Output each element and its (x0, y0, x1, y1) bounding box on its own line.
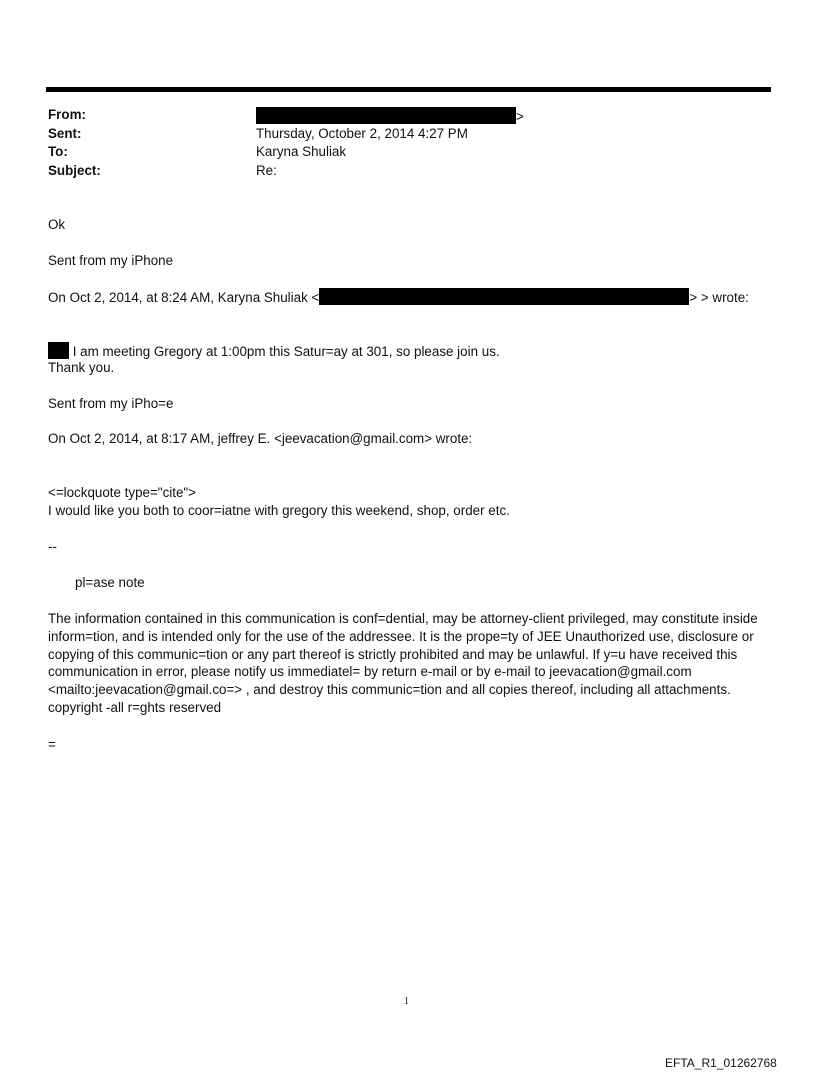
to-value: Karyna Shuliak (256, 144, 347, 159)
subject-value: Re: (256, 162, 277, 178)
from-label: From: (48, 107, 86, 122)
signature-line: Sent from my iPhone (48, 253, 174, 268)
meeting-line (48, 342, 500, 359)
reply-text: Ok (48, 217, 66, 232)
blockquote-tag: <=lockquote type="cite"> (48, 485, 196, 500)
page-number: 1 (404, 996, 409, 1007)
document-id: EFTA_R1_01262768 (665, 1056, 777, 1070)
disclaimer-paragraph: The information contained in this communication is conf=dential, may be attorney-client privileged, may constitute inside inform=tion, and is intended only for the use of the addressee. It is the prope=ty of JEE Unauthorized use, disclosure or copying of this communic=tion or any part thereof is strictly prohibited and may be unlawful. If y=u have received this communication in error, please notify us immediatel= by return e-mail or by e-mail to jeevacation@gmail.com <mailto:jeevacation@gmail.co=> , and destroy this communic=tion and all copies thereof, including all attachments. copyright -all r=ghts reserved (48, 611, 758, 715)
quote-intro (48, 288, 749, 305)
meeting-text: I am meeting Gregory at 1:00pm this Satur=ay at 301, so please join us. (72, 344, 500, 359)
note-line: pl=ase note (75, 575, 145, 590)
quote-intro: On Oct 2, 2014, at 8:17 AM, jeffrey E. <jeevacation@gmail.com> wrote: (48, 431, 473, 446)
from-suffix: > (516, 109, 524, 124)
quote-intro-suffix: > > wrote: (689, 290, 749, 305)
thanks-line: Thank you. (48, 360, 115, 375)
redaction-bar (319, 288, 689, 305)
quote-intro-prefix: On Oct 2, 2014, at 8:24 AM, Karyna Shuliak < (48, 290, 320, 305)
header-rule (46, 87, 771, 92)
redaction-bar (256, 107, 516, 124)
redaction-bar (48, 342, 69, 359)
subject-label: Subject: (48, 162, 101, 178)
trailing-equals: = (48, 737, 56, 752)
signature-separator: -- (48, 539, 57, 554)
sent-value: Thursday, October 2, 2014 4:27 PM (256, 125, 468, 141)
request-line: I would like you both to coor=iatne with gregory this weekend, shop, order etc. (48, 503, 510, 518)
to-label: To: (48, 144, 68, 159)
signature-line: Sent from my iPho=e (48, 396, 174, 411)
from-value (256, 107, 524, 124)
sent-label: Sent: (48, 125, 82, 141)
